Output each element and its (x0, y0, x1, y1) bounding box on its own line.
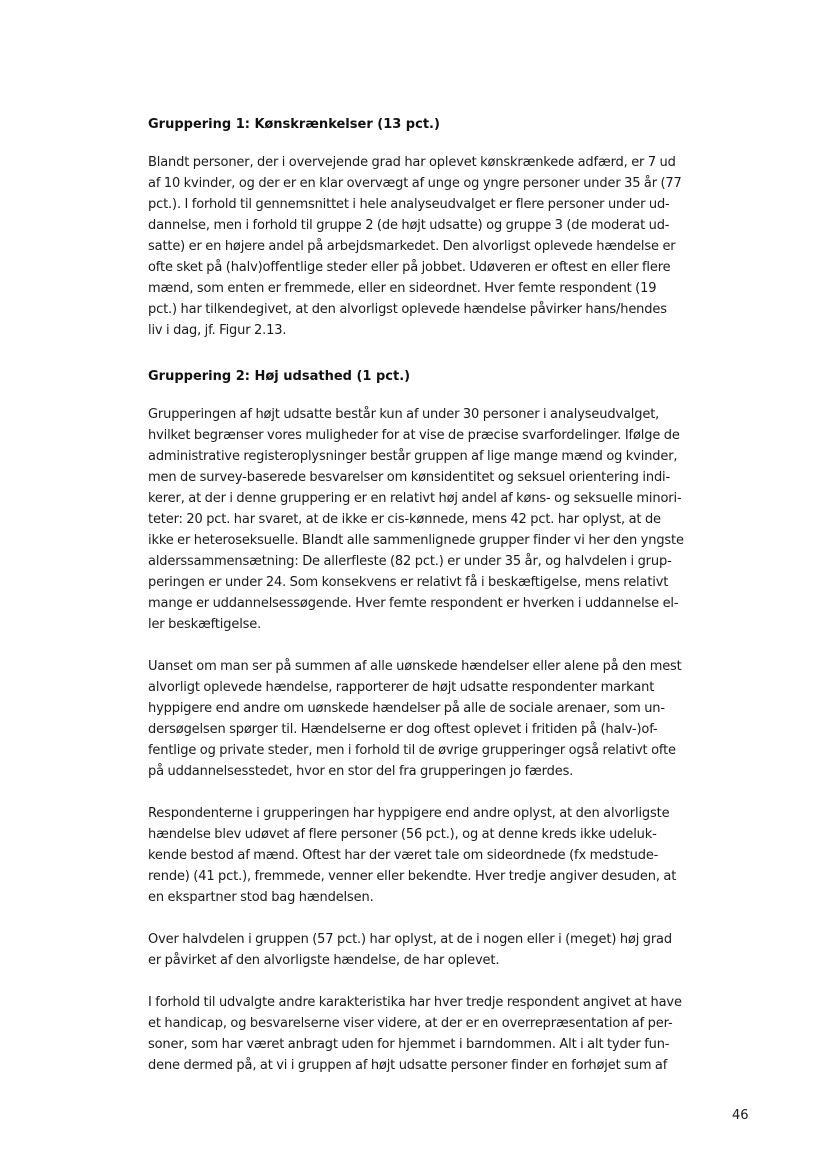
text-line: mange er uddannelsessøgende. Hver femte respondent er hverken i uddannelse el- (148, 596, 679, 611)
text-line: ofte sket på (halv)offentlige steder eller på jobbet. Udøveren er oftest en eller flere (148, 260, 671, 275)
paragraph-gruppering-1 (148, 152, 700, 341)
text-line: mænd, som enten er fremmede, eller en sideordnet. Hver femte respondent (19 (148, 281, 657, 296)
text-line: administrative registeroplysninger består gruppen af lige mange mænd og kvinder, (148, 449, 678, 464)
text-line: Uanset om man ser på summen af alle uønskede hændelser eller alene på den mest (148, 659, 682, 674)
page-body (148, 114, 700, 1097)
text-line: er påvirket af den alvorligste hændelse, de har oplevet. (148, 953, 500, 968)
section-heading-gruppering-1: Gruppering 1: Kønskrænkelser (13 pct.) (148, 117, 440, 132)
text-line: pct.) har tilkendegivet, at den alvorligst oplevede hændelse påvirker hans/hendes (148, 302, 667, 317)
page-number: 46 (732, 1108, 749, 1123)
text-line: Grupperingen af højt udsatte består kun af under 30 personer i analyseudvalget, (148, 407, 660, 422)
text-line: Respondenterne i grupperingen har hyppigere end andre oplyst, at den alvorligste (148, 806, 670, 821)
text-line: Blandt personer, der i overvejende grad har oplevet kønskrænkede adfærd, er 7 ud (148, 155, 676, 170)
text-line: på uddannelsesstedet, hvor en stor del fra grupperingen jo færdes. (148, 764, 574, 779)
text-line: kerer, at der i denne gruppering er en relativt høj andel af køns- og seksuelle minori- (148, 491, 682, 506)
text-line: hændelse blev udøvet af flere personer (56 pct.), og at denne kreds ikke udeluk- (148, 827, 657, 842)
text-line: dene dermed på, at vi i gruppen af højt udsatte personer finder en forhøjet sum af (148, 1058, 668, 1073)
text-line: ikke er heteroseksuelle. Blandt alle sammenlignede grupper finder vi her den yngste (148, 533, 684, 548)
text-line: hyppigere end andre om uønskede hændelser på alle de sociale arenaer, som un- (148, 701, 665, 716)
paragraph-gruppering-2-4 (148, 929, 700, 971)
text-line: dersøgelsen spørger til. Hændelserne er dog oftest oplevet i fritiden på (halv-)of- (148, 722, 658, 737)
text-line: en ekspartner stod bag hændelsen. (148, 890, 374, 905)
text-line: af 10 kvinder, og der er en klar overvægt af unge og yngre personer under 35 år (77 (148, 176, 682, 191)
text-line: et handicap, og besvarelserne viser videre, at der er en overrepræsentation af per- (148, 1016, 673, 1031)
text-line: I forhold til udvalgte andre karakteristika har hver tredje respondent angivet at have (148, 995, 682, 1010)
text-line: men de survey-baserede besvarelser om kønsidentitet og seksuel orientering indi- (148, 470, 671, 485)
text-line: soner, som har været anbragt uden for hjemmet i barndommen. Alt i alt tyder fun- (148, 1037, 670, 1052)
text-line: liv i dag, jf. Figur 2.13. (148, 323, 287, 338)
text-line: rende) (41 pct.), fremmede, venner eller bekendte. Hver tredje angiver desuden, at (148, 869, 677, 884)
text-line: alvorligt oplevede hændelse, rapporterer de højt udsatte respondenter markant (148, 680, 655, 695)
text-line: ler beskæftigelse. (148, 617, 262, 632)
text-line: dannelse, men i forhold til gruppe 2 (de højt udsatte) og gruppe 3 (de moderat ud- (148, 218, 670, 233)
text-line: teter: 20 pct. har svaret, at de ikke er cis-kønnede, mens 42 pct. har oplyst, at de (148, 512, 661, 527)
section-heading-gruppering-2: Gruppering 2: Høj udsathed (1 pct.) (148, 369, 411, 384)
paragraph-gruppering-2-2 (148, 656, 700, 782)
text-line: pct.). I forhold til gennemsnittet i hele analyseudvalget er flere personer under ud- (148, 197, 670, 212)
text-line: fentlige og private steder, men i forhold til de øvrige grupperinger også relativt ofte (148, 743, 676, 758)
text-line: hvilket begrænser vores muligheder for at vise de præcise svarfordelinger. Ifølge de (148, 428, 680, 443)
text-line: kende bestod af mænd. Oftest har der været tale om sideordnede (fx medstude- (148, 848, 659, 863)
paragraph-gruppering-2-5 (148, 992, 700, 1076)
paragraph-gruppering-2-3 (148, 803, 700, 908)
text-line: peringen er under 24. Som konsekvens er relativt få i beskæftigelse, mens relativt (148, 575, 669, 590)
paragraph-gruppering-2-1 (148, 404, 700, 635)
text-line: Over halvdelen i gruppen (57 pct.) har oplyst, at de i nogen eller i (meget) høj grad (148, 932, 672, 947)
text-line: alderssammensætning: De allerfleste (82 pct.) er under 35 år, og halvdelen i grup- (148, 554, 672, 569)
text-line: satte) er en højere andel på arbejdsmarkedet. Den alvorligst oplevede hændelse er (148, 239, 676, 254)
